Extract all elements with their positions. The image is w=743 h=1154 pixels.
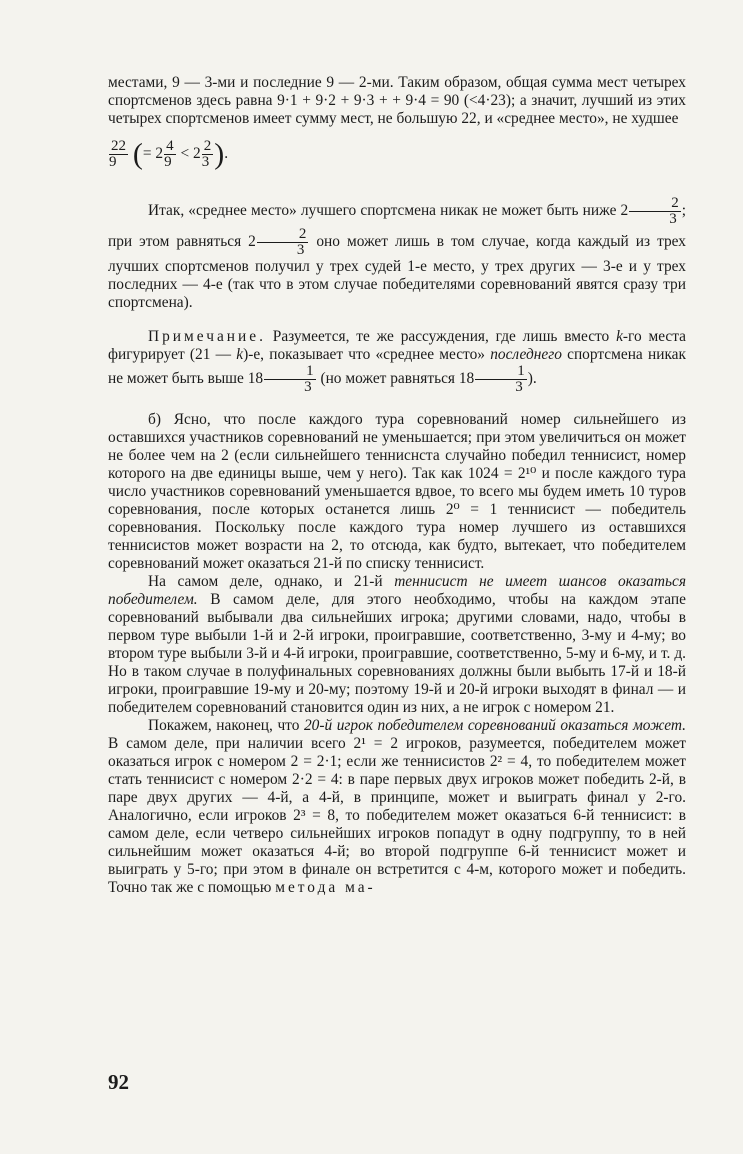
text-run: (но может равняться 18 (316, 370, 475, 388)
page-number: 92 (108, 1070, 129, 1094)
fraction-numerator: 1 (264, 364, 316, 380)
text-run: На самом деле, однако, и 21-й (148, 573, 395, 590)
text-run: Разумеется, те же рассуждения, где лишь вместо (265, 328, 617, 345)
paragraph-1-formula (108, 128, 686, 180)
text-run: В самом деле, для этого необходимо, чтобы на каждом этапе соревнований выбывали два сильнейших игрока; другими словами, надо, чтобы в первом туре выбыли 1-й и 2-й игроки, проигравшие, соответственно, 3-му и 4-му; во втором туре выбыли 3-й и 4-й игроки, проигравшие, соответственно, 5-му и 6-му, и т. д. Но в таком случае в полуфинальных соревнованиях должны были выбыть 17-й и 18-й игроки, проигравшие 19-му и 20-му; поэтому 19-й и 20-й игроки выходят в финал — и победителем соревнований становится один из них, а не игрок с номером 21. (108, 591, 686, 716)
fraction (164, 139, 176, 170)
italic-text: теннисист не имеет шансов оказаться победителем. (108, 573, 686, 608)
fraction-denominator: 3 (669, 211, 677, 227)
italic-text: 20-й игрок победителем соревнований оказаться может. (303, 717, 686, 734)
formula-text: = 2 (142, 145, 164, 162)
text-run: Покажем, наконец, что (148, 717, 304, 734)
fraction-denominator: 9 (109, 153, 117, 170)
italic-var: k (616, 328, 623, 345)
fraction (257, 227, 309, 258)
fraction-numerator: 1 (475, 364, 527, 380)
fraction-numerator: 2 (203, 137, 212, 154)
text-run: )-е, показывает что «среднее место» (243, 346, 491, 363)
formula-text: < 2 (180, 145, 201, 162)
paragraph-2 (108, 196, 686, 312)
italic-var: k (236, 346, 244, 363)
fraction-denominator: 3 (201, 153, 210, 170)
fraction-denominator: 9 (164, 153, 172, 170)
fraction-numerator: 2 (629, 196, 681, 212)
page-text (108, 74, 686, 897)
text-run: -го места фигурирует (21 — (108, 328, 686, 363)
paragraph-1 (108, 74, 686, 128)
text-run: В самом деле, при наличии всего 2¹ = 2 игроков, разумеется, победителем может оказаться игрок с номером 2 = 2·1; если же теннисистов 2² = 4, то победителем может стать теннисист с номером 2·2 = 4: в паре первых двух игроков может победить 2-й, в паре двух других — 4-й, а 4-й, в принципе, может и выиграть финал у 2-го. Аналогично, если игроков 2³ = 8, то победителем может оказаться 6-й теннисист: в самом деле, если четверо сильнейших игроков попадут в одну подгруппу, то в ней сильнейшим может оказаться 4-й; во второй подгруппе 6-й теннисист может и выиграть у 5-го; при этом в финале он встретится с 4-м, которого может и победить. Точно так же с помощью (108, 735, 686, 896)
text-run: оно может лишь в том случае, когда каждый из трех лучших спортсменов получил у трех судей 1-е место, у трех других — 3-е и у трех последних — 4-е (так что в этом случае победителями соревнований явятся сразу три спортсмена). (108, 233, 686, 311)
spaced-text: метода ма- (275, 879, 376, 896)
fraction (475, 364, 527, 395)
fraction-numerator: 2 (257, 227, 309, 243)
fraction-denominator: 3 (515, 379, 523, 395)
fraction (629, 196, 681, 227)
open-paren: ( (132, 137, 143, 171)
close-paren: ) (214, 137, 225, 171)
paragraph-5 (108, 573, 686, 717)
text-run: ). (527, 370, 537, 388)
fraction (264, 364, 316, 395)
fraction-numerator: 4 (166, 137, 174, 154)
text-run: ; при этом равняться 2 (108, 202, 686, 251)
fraction-denominator: 3 (296, 242, 305, 258)
text-run: спортсмена никак не может быть выше 18 (108, 346, 686, 388)
paragraph-1-text: местами, 9 — 3-ми и последние 9 — 2-ми. Таким образом, общая сумма мест четырех спортсменов здесь равна 9·1 + 9·2 + 9·3 + + 9·4 = 90 (<4·23); а значит, лучший из этих четырех спортсменов имеет сумму мест, не большую 22, и «среднее место», не худшее (108, 74, 686, 127)
fraction (202, 139, 214, 170)
paragraph-note (108, 328, 686, 395)
paragraph-6 (108, 717, 686, 897)
fraction (109, 139, 128, 170)
text-run: Итак, «среднее место» лучшего спортсмена никак не может быть ниже 2 (148, 202, 629, 220)
formula-period: . (224, 145, 229, 162)
paragraph-b: б) Ясно, что после каждого тура соревнований номер сильнейшего из оставшихся участников соревнований не уменьшается; при этом увеличиться он может не более чем на 2 (если сильнейшего тенниснста случайно победил теннисист, номер которого на две единицы выше, чем у него). Так как 1024 = 2¹⁰ и после каждого тура число участников соревнований уменьшается вдвое, то всего мы будем иметь 10 туров соревнования, после которых останется лишь 2⁰ = 1 теннисист — победитель соревнования. Поскольку после каждого тура номер лучшего из оставшихся теннисистов может возрасти на 2, то отсюда, как будто, вытекает, что победителем соревнований может оказаться 21-й по списку теннисист. (108, 411, 686, 572)
note-label: Примечание. (148, 328, 266, 345)
fraction-denominator: 3 (304, 379, 312, 395)
fraction-numerator: 22 (111, 137, 126, 154)
italic-text: последнего (490, 346, 562, 363)
